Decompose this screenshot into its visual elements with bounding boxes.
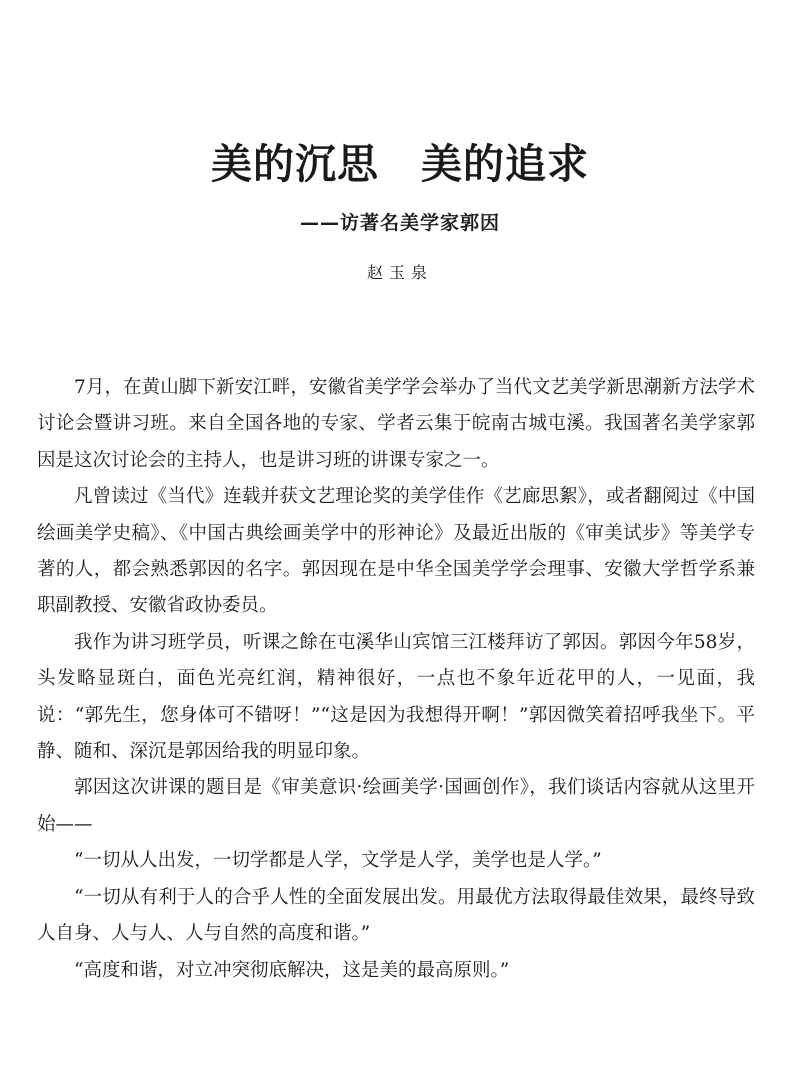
body-paragraph: “一切从有利于人的合乎人性的全面发展出发。用最优方法取得最佳效果，最终导致人自身、人与人、人与自然的高度和谐。”: [37, 886, 755, 945]
body-paragraph: 郭因这次讲课的题目是《审美意识·绘画美学·国画创作》，我们谈话内容就从这里开始——: [37, 777, 755, 835]
article-author: 赵玉泉: [366, 263, 433, 282]
article-title: 美的沉思 美的追求: [211, 140, 589, 188]
article-body: [37, 370, 755, 989]
body-paragraph: “一切从人出发，一切学都是人学，文学是人学，美学也是人学。”: [74, 850, 602, 872]
body-paragraph: 7月，在黄山脚下新安江畔，安徽省美学学会举办了当代文艺美学新思潮新方法学术讨论会暨讲习班。来自全国各地的专家、学者云集于皖南古城屯溪。我国著名美学家郭因是这次讨论会的主持人，也是讲习班的讲课专家之一。: [37, 377, 755, 471]
body-paragraph: “高度和谐，对立冲突彻底解决，这是美的最高原则。”: [74, 959, 510, 981]
body-paragraph: 凡曾读过《当代》连载并获文艺理论奖的美学佳作《艺廊思絮》，或者翻阅过《中国绘画美学史稿》、《中国古典绘画美学中的形神论》及最近出版的《审美试步》等美学专著的人，都会熟悉郭因的名字。郭因现在是中华全国美学学会理事、安徽大学哲学系兼职副教授、安徽省政协委员。: [37, 486, 755, 617]
article-subtitle: ——访著名美学家郭因: [299, 212, 500, 234]
body-paragraph: 我作为讲习班学员，听课之餘在屯溪华山宾馆三江楼拜访了郭因。郭因今年58岁，头发略显斑白，面色光亮红润，精神很好，一点也不象年近花甲的人，一见面，我说：“郭先生，您身体可不错呀！”“这是因为我想得开啊！”郭因微笑着招呼我坐下。平静、随和、深沉是郭因给我的明显印象。: [37, 631, 755, 763]
